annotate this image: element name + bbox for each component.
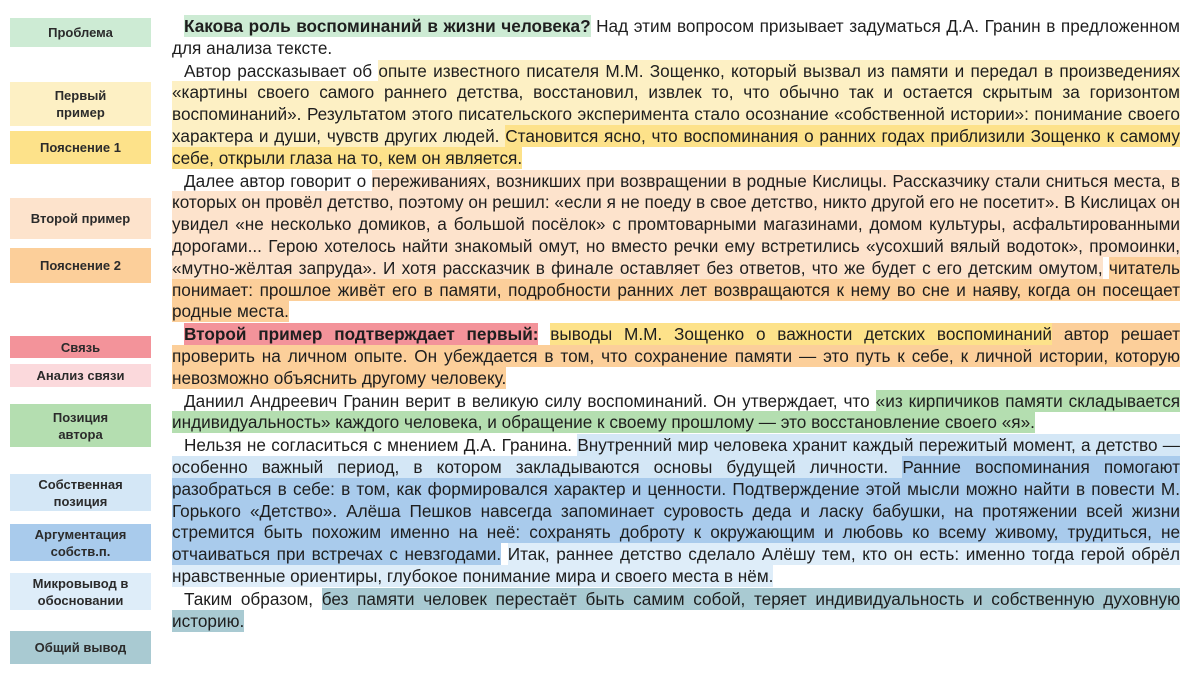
argumentation-text: Ранние воспоминания помогают разобраться в себе: в том, как формировался характер и ценности. Подтверждение этой мысли можно найти в повести М. Горького «Детство». Алёша Пешков навсегда запоминает суровость деда и ласку бабушки, на протяжении всей жизни стремится быть похожим именно на неё: сохранять доброту к окружающим и любовь ко всему живому, трудиться, не отчаиваться при встречах с невзгодами. bbox=[172, 456, 1181, 565]
author-position-text: «из кирпичиков памяти складывается индивидуальность» каждого человека, и обращение к своему прошлому — это восстановление своего «я». bbox=[172, 390, 1180, 433]
example1-text: опыте известного писателя М.М. Зощенко, который вызвал из памяти и передал в произведениях «картины своего самого раннего детства, восстановил, извлек то, что обычно так и остается скрытым за горизонтом воспоминаний». Результатом этого писательского эксперимента стало осознание «собственной истории»: понимание своего характера и души, чувств других людей. bbox=[172, 60, 1180, 146]
example2-intro: Далее автор говорит о bbox=[184, 170, 372, 191]
own-space bbox=[888, 456, 902, 478]
problem-text: Над этим вопросом призывает задуматься Д.А. Гранин в предложенном для анализа тексте. bbox=[172, 16, 1180, 58]
link-explain1-text: выводы М.М. Зощенко о важности детских воспоминаний bbox=[550, 324, 1053, 345]
legend-own-position: Собственная позиция bbox=[10, 474, 151, 511]
example2-space bbox=[1103, 257, 1109, 279]
legend-example2: Второй пример bbox=[10, 198, 151, 239]
paragraph-author bbox=[172, 391, 1180, 435]
paragraph-problem bbox=[172, 16, 1180, 60]
legend-link: Связь bbox=[10, 336, 151, 358]
author-intro: Даниил Андреевич Гранин верит в великую силу воспоминаний. Он утверждает, что bbox=[184, 390, 876, 411]
conclusion-intro: Таким образом, bbox=[184, 588, 322, 609]
essay-text bbox=[172, 16, 1180, 633]
conclusion-text: без памяти человек перестаёт быть самим собой, теряет индивидуальность и собственную духовную историю. bbox=[172, 588, 1180, 631]
legend-argumentation: Аргументация собств.п. bbox=[10, 524, 151, 561]
paragraph-example2 bbox=[172, 171, 1180, 324]
problem-question: Какова роль воспоминаний в жизни человека? bbox=[184, 16, 591, 36]
argumentation-space bbox=[501, 543, 508, 565]
link-explain2-text: автор решает проверить на личном опыте. Он убеждается в том, что сохранение памяти — это путь к себе, к личной истории, которую невозможно объяснить другому человеку. bbox=[172, 324, 1181, 388]
paragraph-example1 bbox=[172, 61, 1180, 170]
own-intro: Нельзя не согласиться с мнением Д.А. Гранина. bbox=[184, 435, 578, 456]
link-text: Второй пример подтверждает первый: bbox=[184, 324, 539, 345]
legend-example1: Первый пример bbox=[10, 82, 151, 126]
example1-intro: Автор рассказывает об bbox=[184, 60, 379, 81]
paragraph-own-position bbox=[172, 435, 1180, 588]
paragraph-conclusion bbox=[172, 589, 1180, 633]
example2-text: переживаниях, возникших при возвращении в родные Кислицы. Рассказчику стали сниться места, в которых он провёл детство, поэтому он решил: «если я не поеду в свое детство, никто другой его не посетит». В Кислицах он увидел «не несколько домиков, а большой посёлок» с промтоварными магазинами, домом культуры, асфальтированными дорогами... Герою хотелось найти знакомый омут, но вместо речки ему встретились «усохший вялый водоток», промоинки, «мутно-жёлтая запруда». И хотя рассказчик в финале оставляет без ответов, что же будет с его детским омутом, bbox=[172, 170, 1181, 278]
explain1-text: Становится ясно, что воспоминания о ранних годах приблизили Зощенко к самому себе, открыли глаза на то, кем он является. bbox=[172, 125, 1180, 168]
legend-explain1: Пояснение 1 bbox=[10, 131, 151, 164]
explain2-text: читатель понимает: прошлое живёт его в памяти, подробности ранних лет возвращаются к нему во сне и наяву, когда он посещает родные места. bbox=[172, 257, 1180, 322]
legend-problem: Проблема bbox=[10, 18, 151, 47]
legend-author: Позиция автора bbox=[10, 404, 151, 447]
link-space bbox=[538, 323, 550, 345]
legend-explain2: Пояснение 2 bbox=[10, 248, 151, 283]
legend-conclusion: Общий вывод bbox=[10, 631, 151, 664]
paragraph-link bbox=[172, 324, 1180, 389]
micro-conclusion-text: Итак, раннее детство сделало Алёшу тем, кто он есть: именно тогда герой обрёл нравственные ориентиры, глубокое понимание мира и своего места в нём. bbox=[172, 544, 1180, 586]
own-position-text: Внутренний мир человека хранит каждый пережитый момент, а детство — особенно важный период, в котором закладываются основы будущей личности. bbox=[172, 435, 1180, 477]
legend-link-analysis: Анализ связи bbox=[10, 364, 151, 387]
legend-micro-conclusion: Микровывод в обосновании bbox=[10, 573, 151, 610]
